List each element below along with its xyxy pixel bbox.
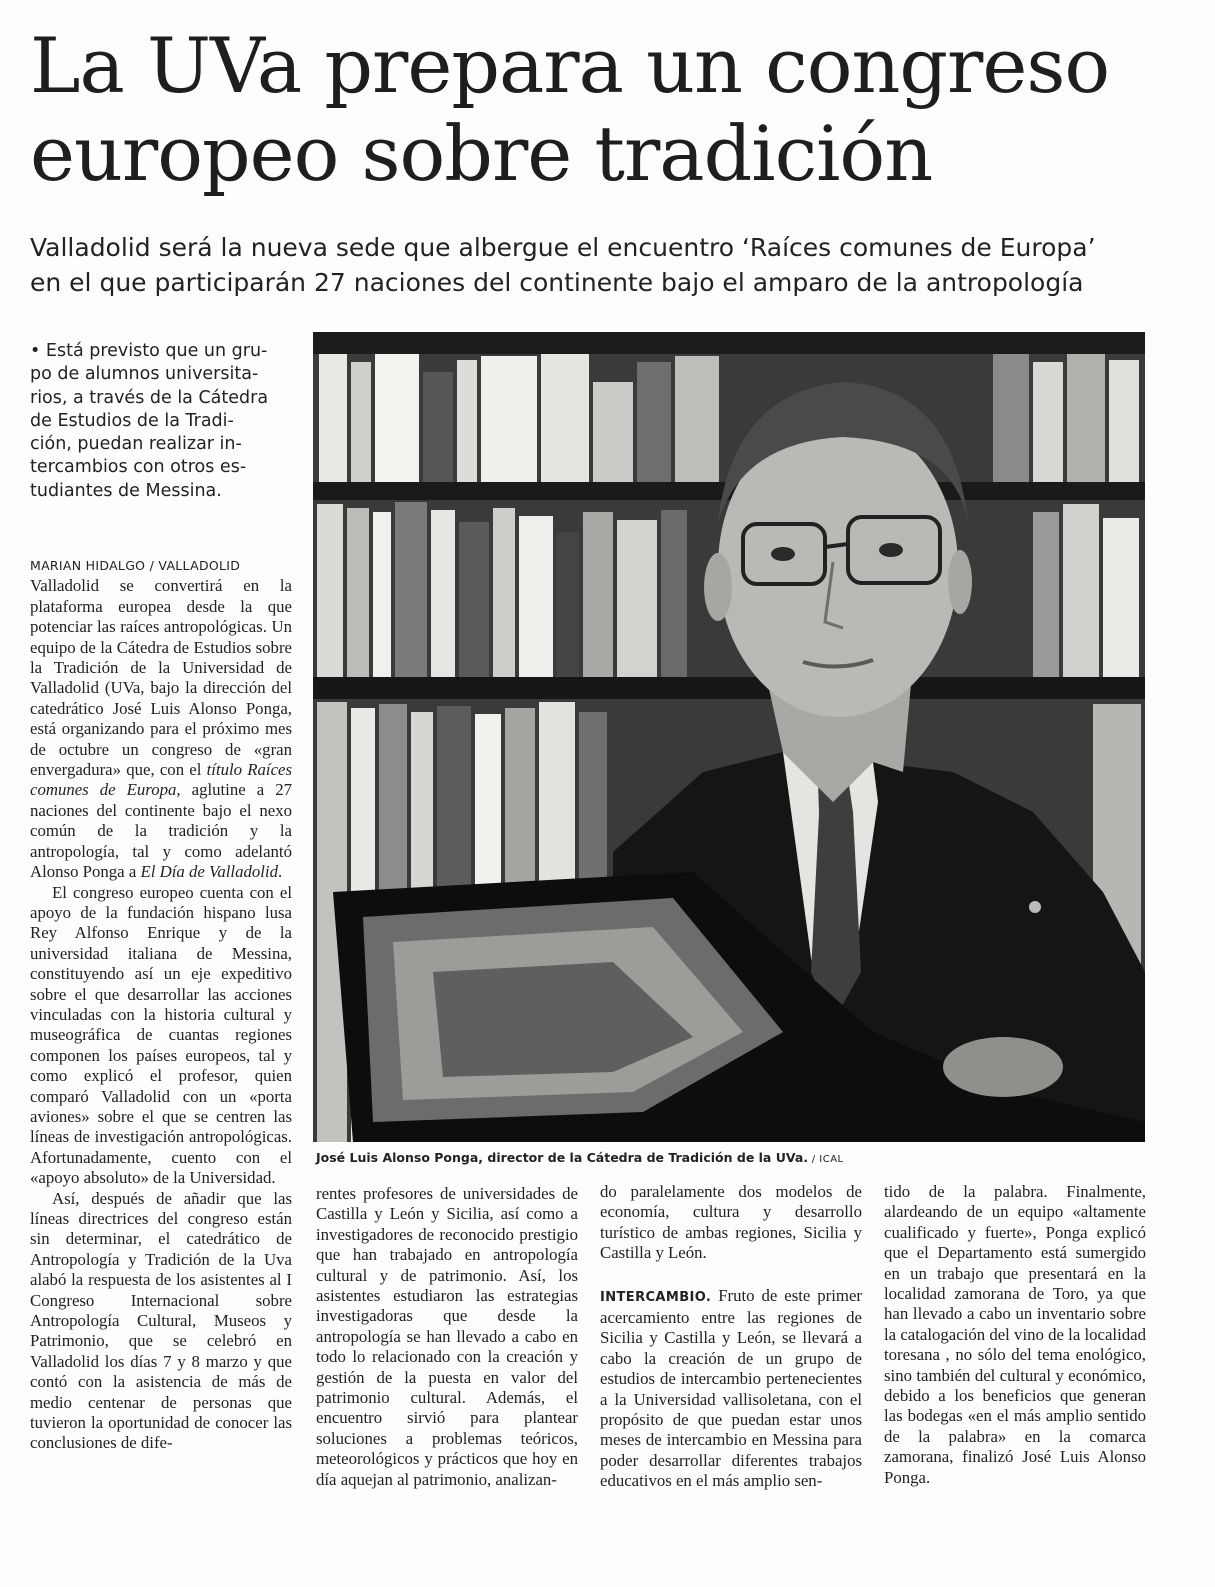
highlight-bullet: • bbox=[30, 341, 41, 361]
article-column-4 bbox=[884, 1182, 1146, 1488]
article-paragraph: Valladolid se convertirá en la plataforma europea desde la que potenciar las raíces antropológicas. Un equipo de la Cátedra de Estudios sobre la Tradición de la Universidad de Valladolid (UVa, bajo la dirección del catedrático José Luis Alonso Ponga, está organizando para el próximo mes de octubre un congreso de «gran envergadura» que, con el título Raíces comunes de Europa, aglutine a 27 naciones del continente bajo el nexo común de la tradición y la antropología, tal y como adelantó Alonso Ponga a El Día de Valladolid. bbox=[30, 576, 292, 882]
portrait-photo bbox=[313, 332, 1145, 1142]
subheadline-line-2: en el que participarán 27 naciones del continente bajo el amparo de la antropología bbox=[30, 268, 1084, 297]
highlight-line: Está previsto que un gru- bbox=[45, 341, 268, 361]
portrait-photo-image bbox=[313, 332, 1145, 1142]
byline: MARIAN HIDALGO / VALLADOLID bbox=[30, 558, 241, 573]
highlight-line: ción, puedan realizar in- bbox=[30, 434, 242, 455]
subheadline bbox=[30, 230, 1200, 300]
highlight-line: po de alumnos universita- bbox=[30, 364, 259, 385]
highlight-line: tercambios con otros es- bbox=[30, 457, 247, 478]
article-paragraph: do paralelamente dos modelos de economía, cultura y desarrollo turístico de ambas regiones, Sicilia y Castilla y León. bbox=[600, 1182, 862, 1263]
subsection-heading: INTERCAMBIO. bbox=[600, 1289, 712, 1305]
byline-place: VALLADOLID bbox=[158, 558, 241, 573]
photo-caption bbox=[316, 1150, 1146, 1165]
article-paragraph: Así, después de añadir que las líneas directrices del congreso están sin determinar, el catedrático de Antropología y Tradición de la Uva alabó la respuesta de los asistentes al I Congreso Internacional sobre Antropología Cultural, Museos y Patrimonio, que se celebró en Valladolid los días 7 y 8 marzo y que contó con la asistencia de más de medio centenar de personas que tuvieron la oportunidad de conocer las conclusiones de dife- bbox=[30, 1188, 292, 1453]
highlight-line: rios, a través de la Cátedra bbox=[30, 387, 269, 408]
highlight-box bbox=[30, 340, 292, 503]
headline bbox=[30, 22, 1190, 198]
photo-credit: / ICAL bbox=[808, 1154, 844, 1165]
subheadline-line-1: Valladolid será la nueva sede que albergue el encuentro ‘Raíces comunes de Europa’ bbox=[30, 233, 1096, 262]
article-paragraph: rentes profesores de universidades de Castilla y León y Sicilia, así como a investigadores de reconocido prestigio que han trabajado en antropología cultural y de patrimonio. Así, los asistentes estudiaron las estrategias investigadoras que desde la antropología se han llevado a cabo en todo lo relacionado con la creación y gestión de la puesta en valor del patrimonio cultural. Además, el encuentro sirvió para plantear soluciones a problemas teóricos, meteorológicos y prácticos que hoy en día aquejan al patrimonio, analizan- bbox=[316, 1184, 578, 1489]
article-paragraph: tido de la palabra. Finalmente, alardeando de un equipo «altamente cualificado y fuerte», Ponga explicó que el Departamento está sumergido en un trabajo que presentará en la localidad zamorana de Toro, ya que han llevado a cabo un inventario sobre la catalogación del vino de la localidad toresana , no sólo del tema enológico, sino también del cultural y económico, debido a los beneficios que generan las bodegas «en el más amplio sentido de la palabra» en la comarca zamorana, finalizó José Luis Alonso Ponga. bbox=[884, 1182, 1146, 1487]
highlight-line: de Estudios de la Tradi- bbox=[30, 410, 234, 431]
byline-author: MARIAN HIDALGO bbox=[30, 558, 146, 573]
caption-text: José Luis Alonso Ponga, director de la Cátedra de Tradición de la UVa. bbox=[316, 1150, 809, 1165]
article-paragraph: El congreso europeo cuenta con el apoyo de la fundación hispano lusa Rey Alfonso Enrique y de la universidad italiana de Messina, constituyendo así un eje expeditivo sobre el que desarrollar las acciones vinculadas con la historia cultural y museográfica de cuantas regiones componen los países europeos, tal y como explicó el profesor, quien comparó Valladolid con un «porta aviones» sobre el que se centren las líneas de investigación antropológicas. Afortunadamente, cuento con el «apoyo absoluto» de la Universidad. bbox=[30, 882, 292, 1188]
headline-line-1: La UVa prepara un congreso bbox=[30, 21, 1110, 110]
article-column-2 bbox=[316, 1184, 578, 1490]
headline-line-2: europeo sobre tradición bbox=[30, 109, 933, 198]
article-paragraph: INTERCAMBIO. Fruto de este primer acercamiento entre las regiones de Sicilia y Castilla y León, se llevará a cabo la creación de un grupo de estudios de intercambio pertenecientes a la Universidad vallisoletana, con el propósito de que puedan estar unos meses de intercambio en Messina para poder desarrollar diferentes trabajos educativos en el más amplio sen- bbox=[600, 1285, 862, 1491]
article-column-1 bbox=[30, 556, 292, 1454]
article-column-3 bbox=[600, 1182, 862, 1492]
highlight-line: tudiantes de Messina. bbox=[30, 480, 222, 501]
